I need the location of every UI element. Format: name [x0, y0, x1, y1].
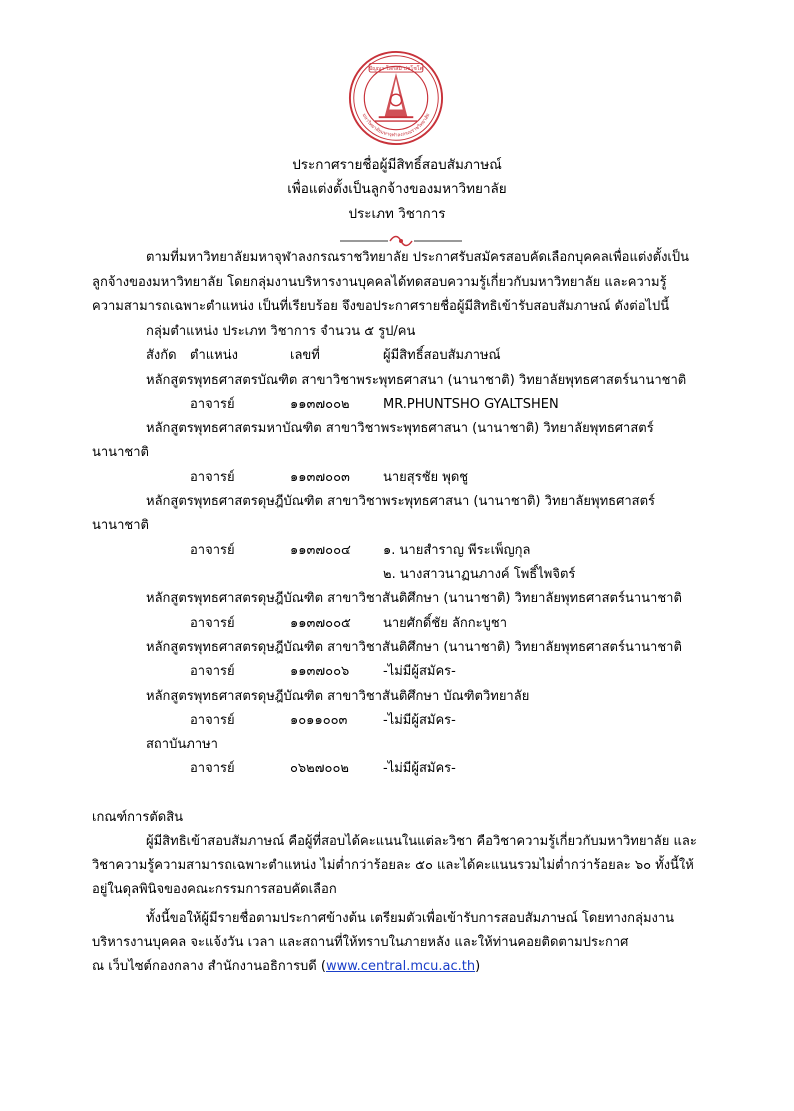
- column-header-position: ตำแหน่ง: [190, 348, 238, 363]
- program-position: อาจารย์: [190, 713, 235, 728]
- svg-text:มหาวิทยาลัยมหาจุฬาลงกรณราชวิทย: มหาวิทยาลัยมหาจุฬาลงกรณราชวิทยาลัย: [360, 113, 432, 139]
- program-number: ๑๑๓๗๐๐๓: [290, 470, 350, 485]
- intro-line-3: ความสามารถเฉพาะตำแหน่ง เป็นที่เรียบร้อย จึงขอประกาศรายชื่อผู้มีสิทธิเข้ารับสอบสัมภาษณ์ ดังต่อไปนี้: [92, 299, 670, 314]
- central-website-link[interactable]: www.central.mcu.ac.th: [325, 959, 476, 974]
- program-name-continuation: นานาชาติ: [92, 445, 149, 460]
- program-name: หลักสูตรพุทธศาสตรดุษฎีบัณฑิต สาขาวิชาสันติศึกษา บัณฑิตวิทยาลัย: [146, 689, 530, 704]
- closing-line-3: [92, 958, 480, 976]
- program-number: ๑๐๑๑๐๐๓: [290, 713, 348, 728]
- candidate-name: นายสุรชัย พุดชู: [383, 470, 469, 485]
- program-number: ๑๑๓๗๐๐๖: [290, 664, 350, 679]
- criteria-heading: เกณฑ์การตัดสิน: [92, 810, 184, 825]
- column-header-affiliation: สังกัด: [146, 348, 177, 363]
- svg-text:ปัญญา โลกสมิ ปชโชโต: ปัญญา โลกสมิ ปชโชโต: [368, 66, 424, 73]
- program-name: หลักสูตรพุทธศาสตรมหาบัณฑิต สาขาวิชาพระพุทธศาสนา (นานาชาติ) วิทยาลัยพุทธศาสตร์: [146, 421, 654, 436]
- candidate-name: -ไม่มีผู้สมัคร-: [383, 664, 456, 679]
- group-line: กลุ่มตำแหน่ง ประเภท วิชาการ จำนวน ๕ รูป/คน: [146, 324, 416, 339]
- candidate-name: ๒. นางสาวนาฏนภางค์ โพธิ์ไพจิตร์: [383, 567, 576, 582]
- program-name: หลักสูตรพุทธศาสตรบัณฑิต สาขาวิชาพระพุทธศาสนา (นานาชาติ) วิทยาลัยพุทธศาสตร์นานาชาติ: [146, 373, 687, 388]
- closing-line-3-prefix: ณ เว็บไซต์กองกลาง สำนักงานอธิการบดี (: [92, 959, 326, 974]
- candidate-name: -ไม่มีผู้สมัคร-: [383, 761, 456, 776]
- program-position: อาจารย์: [190, 616, 235, 631]
- program-position: อาจารย์: [190, 470, 235, 485]
- title-line-2: เพื่อแต่งตั้งเป็นลูกจ้างของมหาวิทยาลัย: [287, 181, 507, 197]
- candidate-name: นายศักดิ์ชัย ลักกะบูชา: [383, 616, 508, 631]
- criteria-line-1: ผู้มีสิทธิเข้าสอบสัมภาษณ์ คือผู้ที่สอบได้คะแนนในแต่ละวิชา คือวิชาความรู้เกี่ยวกับมหาวิทยาลัย และ: [146, 834, 697, 849]
- closing-line-3-suffix: ): [475, 959, 481, 974]
- closing-line-2: บริหารงานบุคคล จะแจ้งวัน เวลา และสถานที่ให้ทราบในภายหลัง และให้ท่านคอยติดตามประกาศ: [92, 935, 629, 950]
- program-position: อาจารย์: [190, 664, 235, 679]
- program-name: หลักสูตรพุทธศาสตรดุษฎีบัณฑิต สาขาวิชาสันติศึกษา (นานาชาติ) วิทยาลัยพุทธศาสตร์นานาชาติ: [146, 640, 682, 655]
- program-name: หลักสูตรพุทธศาสตรดุษฎีบัณฑิต สาขาวิชาสันติศึกษา (นานาชาติ) วิทยาลัยพุทธศาสตร์นานาชาติ: [146, 591, 682, 606]
- program-number: ๑๑๓๗๐๐๔: [290, 543, 351, 558]
- candidate-name: MR.PHUNTSHO GYALTSHEN: [383, 397, 559, 412]
- title-line-3: ประเภท วิชาการ: [348, 206, 446, 222]
- candidate-name: ๑. นายสำราญ พีระเพ็ญกุล: [383, 543, 531, 558]
- intro-line-1: ตามที่มหาวิทยาลัยมหาจุฬาลงกรณราชวิทยาลัย ประกาศรับสมัครสอบคัดเลือกบุคคลเพื่อแต่งตั้งเป็น: [146, 250, 690, 265]
- program-number: ๑๑๓๗๐๐๒: [290, 397, 350, 412]
- column-header-candidates: ผู้มีสิทธิ์สอบสัมภาษณ์: [383, 348, 501, 363]
- title-line-1: ประกาศรายชื่อผู้มีสิทธิ์สอบสัมภาษณ์: [292, 157, 502, 173]
- closing-line-1: ทั้งนี้ขอให้ผู้มีรายชื่อตามประกาศข้างต้น เตรียมตัวเพื่อเข้ารับการสอบสัมภาษณ์ โดยทางกลุ่มงาน: [146, 911, 675, 926]
- program-name: หลักสูตรพุทธศาสตรดุษฎีบัณฑิต สาขาวิชาพระพุทธศาสนา (นานาชาติ) วิทยาลัยพุทธศาสตร์: [146, 494, 655, 509]
- criteria-line-3: อยู่ในดุลพินิจของคณะกรรมการสอบคัดเลือก: [92, 882, 337, 897]
- column-header-number: เลขที่: [290, 348, 320, 363]
- criteria-line-2: วิชาความรู้ความสามารถเฉพาะตำแหน่ง ไม่ต่ำกว่าร้อยละ ๕๐ และได้คะแนนรวมไม่ต่ำกว่าร้อยละ ๖๐ ทั้งนี้ให้: [92, 858, 694, 873]
- program-position: อาจารย์: [190, 761, 235, 776]
- program-number: ๐๖๒๗๐๐๒: [290, 761, 349, 776]
- program-position: อาจารย์: [190, 397, 235, 412]
- ornament-divider-icon: [340, 234, 462, 248]
- program-position: อาจารย์: [190, 543, 235, 558]
- candidate-name: -ไม่มีผู้สมัคร-: [383, 713, 456, 728]
- program-number: ๑๑๓๗๐๐๕: [290, 616, 351, 631]
- program-name-continuation: นานาชาติ: [92, 518, 149, 533]
- university-seal-logo: [348, 50, 444, 146]
- intro-line-2: ลูกจ้างของมหาวิทยาลัย โดยกลุ่มงานบริหารงานบุคคลได้ทดสอบความรู้เกี่ยวกับมหาวิทยาลัย และความรู้: [92, 275, 667, 290]
- program-name: สถาบันภาษา: [146, 737, 218, 752]
